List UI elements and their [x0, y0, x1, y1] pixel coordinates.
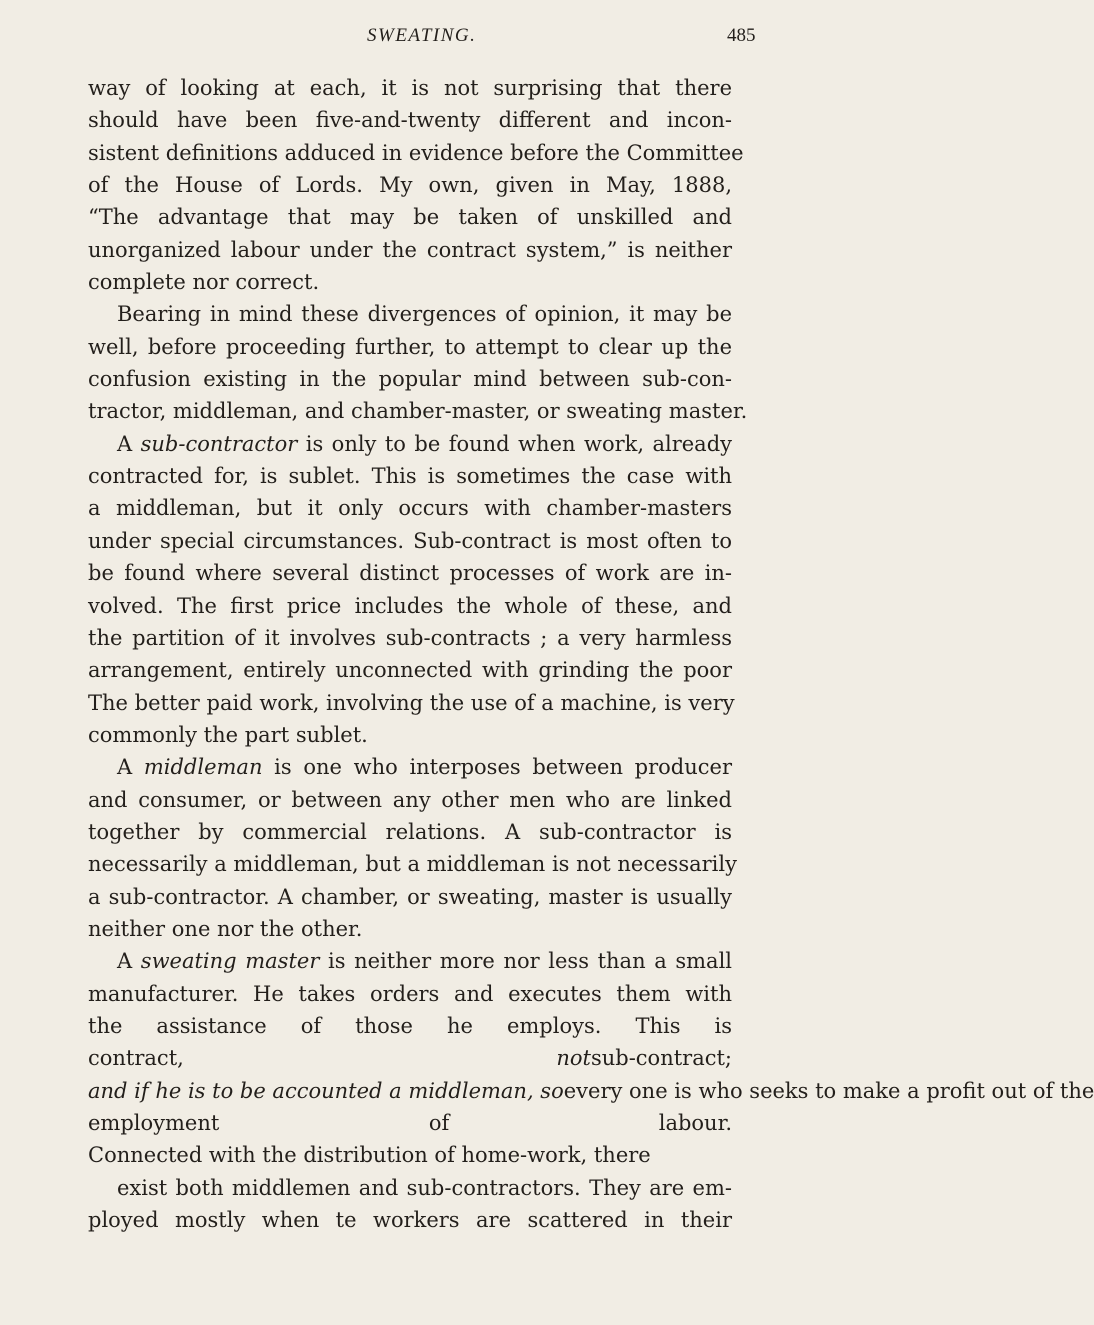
text-line: well, before proceeding further, to attempt to clear up the	[88, 334, 732, 359]
text-line: way of looking at each, it is not surprising that there	[88, 76, 732, 100]
line-segment: A	[117, 949, 141, 974]
text-line: ployed mostly when te workers are scattered in their	[88, 1208, 732, 1233]
text-line: necessarily a middleman, but a middleman is not necessarily	[88, 852, 737, 877]
body-text	[88, 72, 1094, 1269]
defined-term: middleman	[143, 755, 263, 780]
text-line: Connected with the distribution of home-work, there	[88, 1143, 651, 1168]
text-line: neither one nor the other.	[88, 916, 363, 941]
text-line: volved. The first price includes the whole of these, and	[88, 593, 732, 618]
line-segment: is only to be found when work, already	[297, 431, 733, 456]
text-line	[88, 751, 732, 783]
text-line: the partition of it involves sub-contracts ; a very harmless	[88, 625, 732, 650]
text-line	[88, 945, 732, 977]
text-line: manufacturer. He takes orders and executes them with	[88, 981, 732, 1006]
text-line: Bearing in mind these divergences of opinion, it may be	[117, 302, 732, 327]
emphasis-term: not	[183, 1046, 591, 1071]
defined-term: sub-contractor	[140, 431, 298, 456]
text-line: complete nor correct.	[88, 270, 320, 295]
text-line: of the House of Lords. My own, given in May, 1888,	[88, 173, 732, 198]
text-line: unorganized labour under the contract system,” is neither	[88, 237, 732, 262]
text-line: a sub-contractor. A chamber, or sweating, master is usually	[88, 884, 732, 909]
text-line: be found where several distinct processes of work are in-	[88, 561, 732, 586]
text-line: exist both middlemen and sub-contractors. They are em-	[117, 1175, 732, 1200]
text-line	[88, 1236, 732, 1268]
line-segment: contract,	[88, 1046, 184, 1071]
line-segment: is one who interposes between producer	[262, 755, 733, 780]
running-title: SWEATING.	[367, 25, 477, 46]
text-line: The better paid work, involving the use of a machine, is very	[88, 690, 735, 715]
text-line: a middleman, but it only occurs with chamber-masters	[88, 496, 732, 521]
text-line: employment of labour.	[88, 1111, 732, 1135]
text-line: should have been five-and-twenty different and incon-	[88, 108, 732, 133]
line-segment: every one is who seeks to make a profit out of the	[563, 1078, 1094, 1103]
text-line	[88, 1042, 732, 1074]
text-line: contracted for, is sublet. This is sometimes the case with	[88, 464, 732, 489]
text-line: arrangement, entirely unconnected with grinding the poor	[88, 658, 732, 683]
line-segment: A	[117, 755, 144, 780]
text-line: the assistance of those he employs. This is	[88, 1013, 732, 1038]
text-line	[88, 428, 732, 460]
defined-term: sweating master	[140, 949, 320, 974]
text-line: “The advantage that may be taken of unskilled and	[88, 205, 732, 230]
line-segment: is neither more nor less than a small	[319, 949, 733, 974]
text-line: sistent definitions adduced in evidence before the Committee	[88, 140, 744, 165]
text-line: together by commercial relations. A sub-contractor is	[88, 819, 732, 844]
line-segment: A	[117, 431, 141, 456]
running-head	[0, 25, 800, 55]
text-line	[88, 1075, 1094, 1107]
text-line: and consumer, or between any other men who are linked	[88, 787, 732, 812]
text-line: commonly the part sublet.	[88, 722, 368, 747]
page-number: 485	[727, 25, 756, 46]
text-line: confusion existing in the popular mind between sub-con-	[88, 367, 732, 392]
text-line: tractor, middleman, and chamber-master, or sweating master.	[88, 399, 748, 424]
line-segment: sub-contract;	[590, 1046, 732, 1071]
text-line: under special circumstances. Sub-contract is most often to	[88, 528, 732, 553]
emphasis-term: and if he is to be accounted a middleman, so	[88, 1078, 564, 1103]
